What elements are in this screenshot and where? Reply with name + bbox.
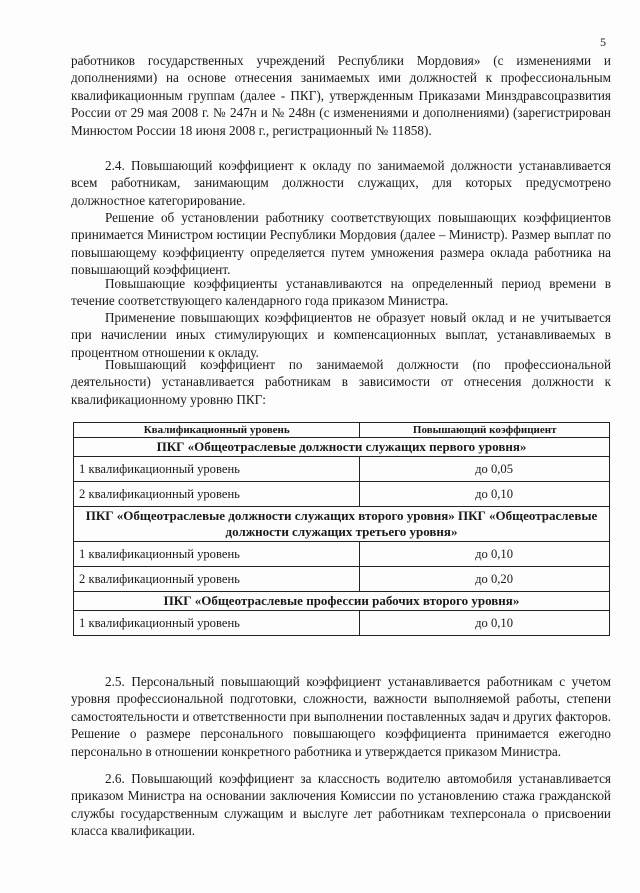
paragraph-2-4 [71,157,611,209]
table-row [74,567,610,592]
coefficient-cell: до 0,10 [360,482,610,507]
table-header-row [74,423,610,438]
table-group-row [74,592,610,611]
page-number: 5 [600,35,606,49]
coefficient-cell: до 0,10 [360,542,610,567]
paragraph-period [71,275,611,310]
level-cell: 1 квалификационный уровень [74,542,360,567]
table-row [74,542,610,567]
header-level: Квалификационный уровень [74,423,360,438]
paragraph-decision [71,209,611,279]
paragraph-2-4-text: 2.4. Повышающий коэффициент к окладу по занимаемой должности устанавливается всем работникам, занимающим должности служащих, для которых предусмотрено должностное категорирование. [71,158,611,208]
table-group-row [74,438,610,457]
coefficient-cell: до 0,10 [360,611,610,636]
paragraph-apply-text: Применение повышающих коэффициентов не образует новый оклад и не учитывается при начислении иных стимулирующих и компенсационных выплат, устанавливаемых в процентном отношении к окладу. [71,310,611,360]
table-group-row [74,507,610,542]
paragraph-coefficient-text: Повышающий коэффициент по занимаемой должности (по профессиональной деятельности) устанавливается работникам в зависимости от отнесения должности к квалификационному уровню ПКГ: [71,357,611,407]
level-cell: 2 квалификационный уровень [74,482,360,507]
level-cell: 1 квалификационный уровень [74,457,360,482]
paragraph-2-5-text: 2.5. Персональный повышающий коэффициент устанавливается работникам с учетом уровня профессиональной подготовки, сложности, важности выполняемой работы, степени самостоятельности и ответственности при выполнении поставленных задач и других факторов. Решение о размере персонального повышающего коэффициента принимается ежегодно персонально в отношении конкретного работника и утверждается приказом Министра. [71,674,611,759]
level-cell: 2 квалификационный уровень [74,567,360,592]
table-row [74,611,610,636]
coefficient-cell: до 0,20 [360,567,610,592]
coefficient-table [73,422,610,636]
paragraph-decision-text: Решение об установлении работнику соответствующих повышающих коэффициентов принимается Министром юстиции Республики Мордовия (далее – Министр). Размер выплат по повышающему коэффициенту определяется путем умножения размера оклада работника на повышающий коэффициент. [71,210,611,278]
paragraph-2-5 [71,673,611,760]
header-coefficient: Повышающий коэффициент [360,423,610,438]
paragraph-2-6 [71,770,611,840]
table-row [74,457,610,482]
paragraph-apply [71,309,611,361]
group-title: ПКГ «Общеотраслевые профессии рабочих второго уровня» [74,592,610,611]
table-row [74,482,610,507]
paragraph-intro: работников государственных учреждений Республики Мордовия» (с изменениями и дополнениями) на основе отнесения занимаемых ими должностей к профессиональным квалификационным группам (далее - ПКГ), утвержденным Приказами Минздравсоцразвития России от 29 мая 2008 г. № 247н и № 248н (с изменениями и дополнениями) (зарегистрирован Минюстом России 18 июня 2008 г., регистрационный № 11858). [71,53,611,138]
coefficient-cell: до 0,05 [360,457,610,482]
paragraph-period-text: Повышающие коэффициенты устанавливаются на определенный период времени в течение соответствующего календарного года приказом Министра. [71,276,611,309]
group-title: ПКГ «Общеотраслевые должности служащих второго уровня» ПКГ «Общеотраслевые должности служащих третьего уровня» [74,507,610,542]
level-cell: 1 квалификационный уровень [74,611,360,636]
paragraph-2-6-text: 2.6. Повышающий коэффициент за классность водителю автомобиля устанавливается приказом Министра на основании заключения Комиссии по установлению стажа гражданской службы государственным служащим и выслуге лет работникам техперсонала о присвоении класса квалификации. [71,771,611,839]
group-title: ПКГ «Общеотраслевые должности служащих первого уровня» [74,438,610,457]
paragraph-coefficient [71,356,611,408]
